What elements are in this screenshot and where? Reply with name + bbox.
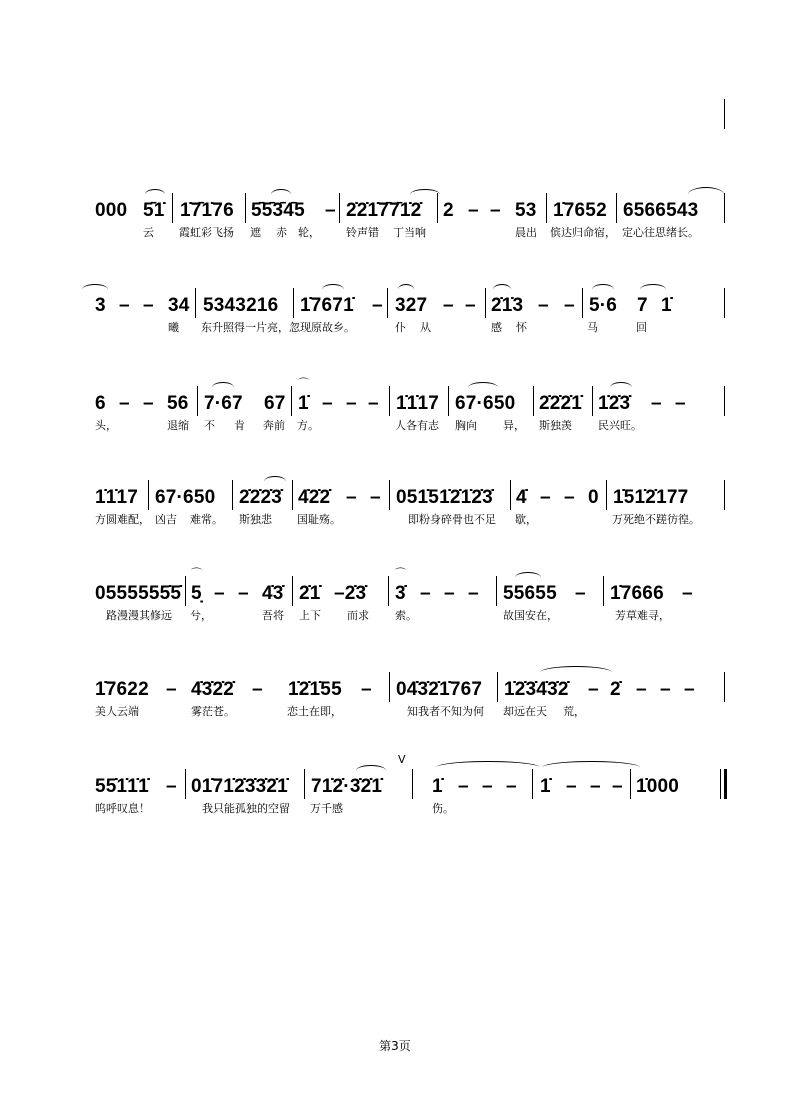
lyric: 回: [636, 321, 647, 334]
lyric: 兮，: [190, 609, 212, 622]
slur: [688, 187, 724, 202]
note-group: 34: [168, 295, 190, 316]
dash: –: [119, 295, 130, 316]
dash: –: [458, 776, 469, 797]
slur: [640, 284, 666, 295]
dash: –: [325, 200, 336, 221]
lyric: 美人云端: [95, 705, 139, 718]
slur: [145, 189, 165, 200]
barline: [485, 288, 486, 318]
note-group: 1̇1̇17: [396, 393, 440, 414]
note-group: 1̇7̄1̇76: [180, 200, 234, 221]
barline: [389, 386, 390, 416]
lyric: 铃声错: [346, 226, 379, 239]
note-group: 01̇71̇2̇3̇3̇2̇1̇: [191, 776, 288, 797]
dash: –: [538, 295, 549, 316]
lyric: 我只能孤独的空留: [202, 802, 290, 815]
note-group: 1̇000: [636, 776, 680, 797]
dash: –: [590, 776, 601, 797]
lyric: 晨出: [515, 226, 537, 239]
final-barline-thin: [720, 769, 721, 799]
lyric: 赤: [276, 226, 287, 239]
lyric: 不: [204, 419, 215, 432]
note: 3̇: [395, 583, 406, 604]
lyric: 方圆难配，: [95, 513, 150, 526]
note: 1̇: [432, 776, 443, 797]
lyric: 轮，: [298, 226, 320, 239]
dash: –: [372, 295, 383, 316]
dash: –: [482, 776, 493, 797]
notes-row: [0, 294, 790, 318]
note-group: 67·650: [155, 487, 216, 508]
note: 4̇: [516, 487, 527, 508]
lyrics-row: [0, 704, 790, 720]
note-group: 1̇2̇3̇4̇3̇2̇: [504, 679, 569, 700]
note-group: 67·650: [455, 393, 516, 414]
note: 2: [443, 200, 454, 221]
note: 3: [95, 295, 106, 316]
lyric: 索。: [395, 609, 417, 622]
slur: [410, 189, 440, 200]
lyric: 故国安在，: [503, 609, 558, 622]
lyric: 民兴旺。: [598, 419, 642, 432]
lyric: 退缩: [167, 419, 189, 432]
barline: [185, 576, 186, 606]
lyrics-row: [0, 225, 790, 241]
note-group: 4̇2̇2̇: [298, 487, 331, 508]
notes-row: [0, 199, 790, 223]
slur: [398, 284, 414, 295]
barline: [496, 576, 497, 606]
lyric: 方。: [297, 419, 319, 432]
dash: –: [636, 679, 647, 700]
dash: –: [675, 393, 686, 414]
dash: –: [368, 393, 379, 414]
barline: [546, 193, 547, 223]
slur: [322, 284, 344, 295]
lyric: 感: [491, 321, 502, 334]
dash: –: [575, 583, 586, 604]
note: 5̣: [191, 583, 202, 604]
lyric: 肯: [234, 419, 245, 432]
slur: [542, 761, 640, 774]
lyric: 伤。: [432, 802, 454, 815]
dash: –: [166, 679, 177, 700]
note-group: 71̇2̇·3̇2̇1̇: [311, 776, 383, 797]
barline: [412, 769, 413, 799]
lyric: 云: [143, 226, 154, 239]
dash: –: [346, 393, 357, 414]
barline: [148, 480, 149, 510]
note-group: 4̇3̇2̇2̇: [191, 679, 235, 700]
notes-row: [0, 678, 790, 702]
lyric: 荒，: [563, 705, 585, 718]
notes-row: [0, 567, 790, 606]
note-group: 1̇7622: [95, 679, 149, 700]
barline: [389, 672, 390, 702]
dash: –: [682, 583, 693, 604]
note: 0: [588, 487, 599, 508]
lyrics-row: [0, 512, 790, 528]
note-group: 1̇1̇17: [95, 487, 139, 508]
dash: –: [322, 393, 333, 414]
lyric: 万死绝不蹉彷徨。: [612, 513, 700, 526]
barline: [197, 386, 198, 416]
note-group: 0555555̇5̇: [95, 583, 182, 604]
dash: –: [465, 295, 476, 316]
barline: [616, 193, 617, 223]
barline: [510, 480, 511, 510]
final-barline-thick: [724, 769, 727, 799]
note-group: 1̇7671̇: [300, 295, 354, 316]
barline: [388, 576, 389, 606]
note-group: 1̇2̇1̇55: [288, 679, 342, 700]
note: 1̇: [540, 776, 551, 797]
note: 2̇: [610, 679, 621, 700]
dash: –: [564, 295, 575, 316]
lyric: 曦: [168, 321, 179, 334]
dash: –: [143, 295, 154, 316]
note-group: 2̇2̇2̇3̇: [239, 487, 283, 508]
note-group: 2̇1̇: [299, 583, 321, 604]
barline: [724, 193, 725, 223]
lyric: 从: [420, 321, 431, 334]
note-group: 1̇2̇3̇: [598, 393, 631, 414]
lyric: 路漫漫其修远: [106, 609, 172, 622]
lyric: 异，: [503, 419, 525, 432]
lyric: 定心往思绪长。: [622, 226, 699, 239]
lyric: 却远在天: [503, 705, 547, 718]
lyric: 斯独悲: [239, 513, 272, 526]
barline: [185, 769, 186, 799]
lyric: 歇，: [515, 513, 537, 526]
note: 1̇: [661, 295, 672, 316]
dash: –: [612, 776, 623, 797]
barline: [304, 769, 305, 799]
barline: [339, 193, 340, 223]
slur: [436, 761, 540, 774]
slur: [271, 189, 291, 200]
dash: –: [660, 679, 671, 700]
note-group: –2̇3̇: [334, 583, 367, 604]
lyric: 忽现原故乡。: [289, 321, 355, 334]
barline: [195, 288, 196, 318]
slur: [540, 666, 612, 679]
barline: [389, 480, 390, 510]
dash: –: [490, 200, 501, 221]
note-group: 5343216: [203, 295, 279, 316]
note: 6: [95, 393, 106, 414]
note-group: 2̇2̇1̇7̄7̄1̇2̇: [346, 200, 422, 221]
lyrics-row: [0, 608, 790, 624]
barline: [292, 576, 293, 606]
note-group: 000: [95, 200, 128, 221]
note-group: 5̄5̄3̄4̄5: [251, 200, 305, 221]
barline: [582, 288, 583, 318]
dash: –: [443, 295, 454, 316]
note-group: 67: [264, 393, 286, 414]
note: 7: [637, 295, 648, 316]
slur: [356, 765, 386, 776]
barline: [291, 386, 292, 416]
dash: –: [214, 583, 225, 604]
dash: –: [166, 776, 177, 797]
lyrics-row: [0, 418, 790, 434]
dash: –: [684, 679, 695, 700]
slur: [592, 284, 614, 295]
dash: –: [651, 393, 662, 414]
lyric: 霞虹彩飞扬: [179, 226, 234, 239]
note-group: 04̇3̇2̇1̇767: [396, 679, 483, 700]
slur: [515, 572, 541, 583]
note-group: 1̇51̇2̇177: [613, 487, 689, 508]
dash: –: [468, 583, 479, 604]
note-group: 6566543: [623, 200, 699, 221]
dash: –: [119, 393, 130, 414]
lyric: 恋土在即，: [287, 705, 342, 718]
barline: [172, 193, 173, 223]
barline: [724, 480, 725, 510]
lyric: 怀: [516, 321, 527, 334]
note-group: 53: [515, 200, 537, 221]
barline: [437, 193, 438, 223]
lyrics-row: [0, 801, 790, 817]
note-group: 2̇1̇3: [491, 295, 524, 316]
dash: –: [346, 487, 357, 508]
barline: [292, 480, 293, 510]
lyric: 知我者不知为何: [407, 705, 484, 718]
lyric: 头，: [95, 419, 117, 432]
note-group: 7·67: [204, 393, 243, 414]
note-group: 1̇7666: [610, 583, 664, 604]
lyric: 即粉身碎骨也不足: [408, 513, 496, 526]
barline: [592, 386, 593, 416]
note-group: 4̇3̇: [262, 583, 284, 604]
lyric: 仆: [395, 321, 406, 334]
barline: [245, 193, 246, 223]
dash: –: [238, 583, 249, 604]
dash: –: [143, 393, 154, 414]
lyric: 胸向: [455, 419, 477, 432]
lyric: 国耻殇。: [297, 513, 341, 526]
notes-row: [0, 486, 790, 510]
fermata-icon: ⌒: [395, 567, 406, 580]
dash: –: [506, 776, 517, 797]
lyric: 马: [587, 321, 598, 334]
note-group: 327: [395, 295, 428, 316]
page-number: 第3页: [379, 1039, 411, 1053]
barline: [293, 288, 294, 318]
lyric: 凶吉: [155, 513, 177, 526]
dash: –: [564, 487, 575, 508]
barline: [724, 672, 725, 702]
lyric: 上下: [299, 609, 321, 622]
lyric: 斯独羡: [539, 419, 572, 432]
dash: –: [468, 200, 479, 221]
dash: –: [252, 679, 263, 700]
slur: [264, 476, 286, 487]
dash: –: [420, 583, 431, 604]
lyric: 呜呼叹息！: [95, 802, 150, 815]
barline: [724, 386, 725, 416]
note-group: 5̄1̇: [143, 200, 165, 221]
barline: [387, 288, 388, 318]
barline: [630, 769, 631, 799]
barline: [724, 99, 725, 129]
lyric: 雾茫苍。: [191, 705, 235, 718]
slur: [610, 382, 632, 393]
dash: –: [540, 487, 551, 508]
lyric: 傧达归命宿，: [550, 226, 616, 239]
notes-row: [0, 775, 790, 799]
lyric: 芳草难寻，: [615, 609, 670, 622]
note-group: 1̇7652: [553, 200, 607, 221]
barline: [232, 480, 233, 510]
barline: [497, 672, 498, 702]
note-group: 2̇2̇2̇1̇: [539, 393, 583, 414]
lyric: 奔前: [263, 419, 285, 432]
lyric: 遮: [250, 226, 261, 239]
slur: [468, 382, 498, 393]
breath-mark: V: [398, 753, 406, 766]
note-group: 56: [167, 393, 189, 414]
dash: –: [588, 679, 599, 700]
lyric: 万千感: [310, 802, 343, 815]
lyric: 人各有志: [395, 419, 439, 432]
barline: [724, 288, 725, 318]
dash: –: [444, 583, 455, 604]
dash: –: [566, 776, 577, 797]
lyric: 吾将: [262, 609, 284, 622]
note-group: 55̇1̇1̇1̇: [95, 776, 149, 797]
slur: [493, 284, 511, 295]
lyric: 东升照得一片亮，: [201, 321, 289, 334]
note-group: 5·6: [589, 295, 618, 316]
lyric: 丁当响: [393, 226, 426, 239]
barline: [533, 386, 534, 416]
lyrics-row: [0, 320, 790, 336]
notes-row: [0, 377, 790, 416]
note-group: 051̇51̇2̇1̇2̇3̇: [396, 487, 493, 508]
barline: [448, 386, 449, 416]
dash: –: [370, 487, 381, 508]
lyric: 难常。: [190, 513, 223, 526]
lyric: 而求: [347, 609, 369, 622]
slur: [212, 382, 234, 393]
barline: [603, 576, 604, 606]
note: 1̇: [298, 393, 309, 414]
note-group: 55655: [503, 583, 557, 604]
fermata-icon: ⌒: [298, 377, 309, 390]
dash: –: [361, 679, 372, 700]
fermata-icon: ⌒: [191, 567, 202, 580]
barline: [606, 480, 607, 510]
